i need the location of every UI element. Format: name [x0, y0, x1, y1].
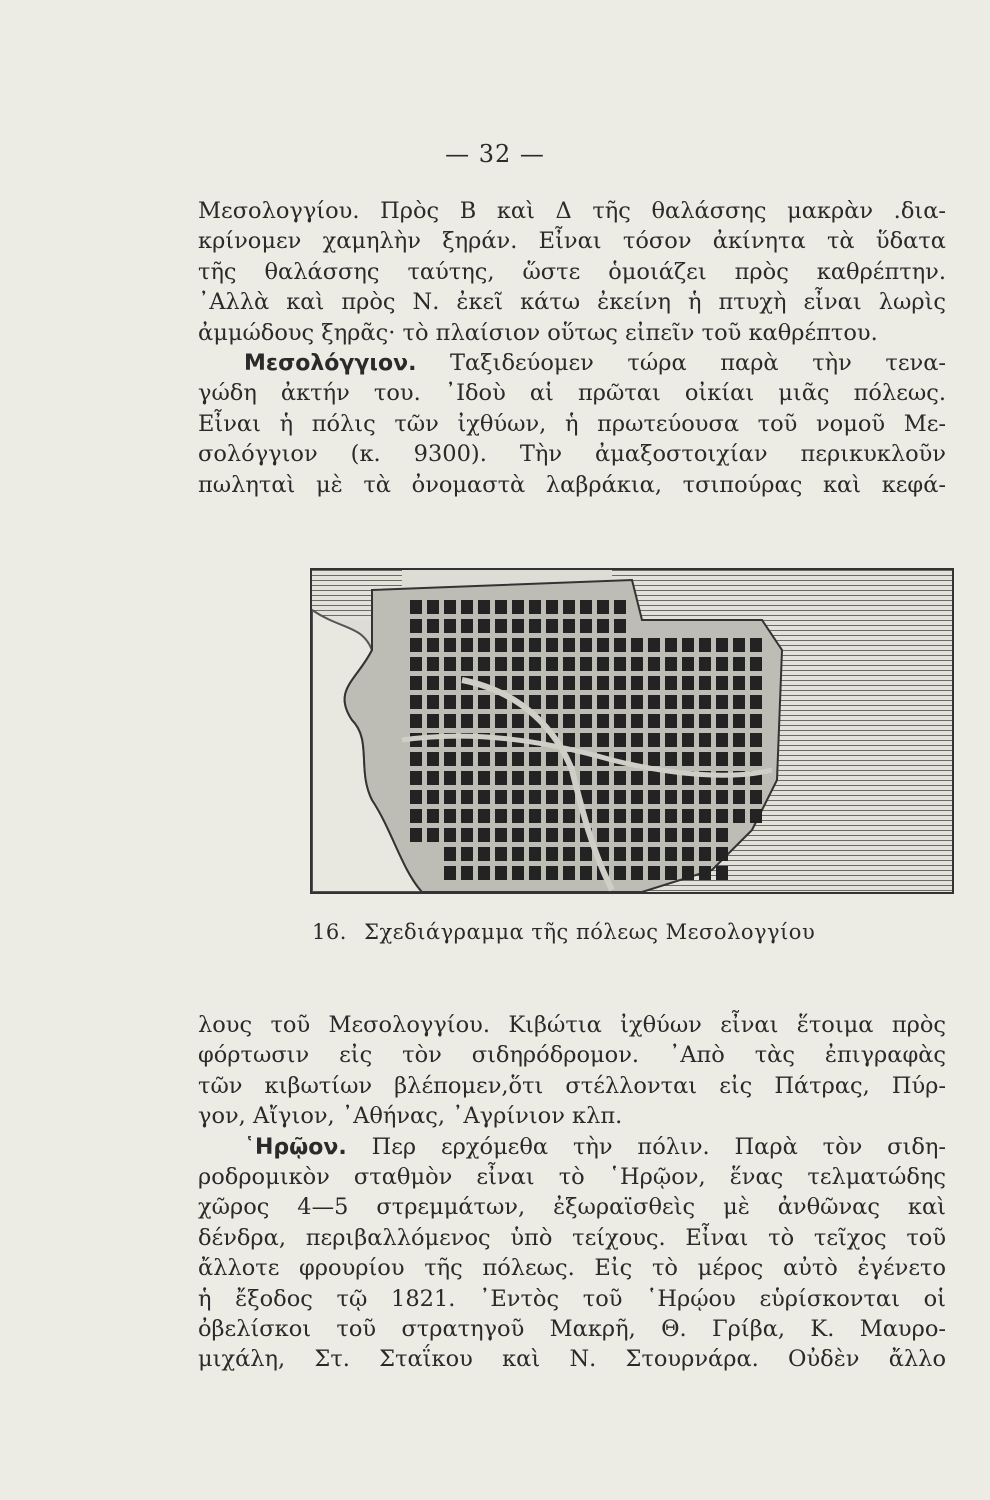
street-block [699, 809, 711, 823]
street-block [716, 676, 728, 690]
street-block [529, 828, 541, 842]
street-block [682, 657, 694, 671]
street-block [631, 657, 643, 671]
street-block [614, 771, 626, 785]
text-line: Μεσολογγίου. Πρὸς Β καὶ Δ τῆς θαλάσσης μακρὰν .δια- [198, 198, 946, 224]
street-block [614, 828, 626, 842]
street-block [410, 676, 422, 690]
street-block [529, 600, 541, 614]
street-block [461, 809, 473, 823]
street-block [648, 695, 660, 709]
street-block [410, 828, 422, 842]
street-block [529, 695, 541, 709]
street-block [512, 828, 524, 842]
street-block [699, 866, 711, 880]
street-block [750, 733, 762, 747]
street-block [444, 600, 456, 614]
street-block [631, 714, 643, 728]
street-block [699, 847, 711, 861]
street-block [699, 790, 711, 804]
street-block [682, 752, 694, 766]
section-heading-line [198, 348, 946, 378]
street-block [580, 847, 592, 861]
street-block [631, 847, 643, 861]
text-upper [198, 196, 946, 500]
street-block [733, 752, 745, 766]
text-line: ροδρομικὸν σταθμὸν εἶναι τὸ ῾Ηρῷον, ἕνας τελματώδης [198, 1163, 946, 1190]
street-block [495, 657, 507, 671]
text-line-rest: Ταξιδεύομεν τώρα παρὰ τὴν τενα- [450, 349, 946, 376]
street-block [495, 714, 507, 728]
street-block [716, 847, 728, 861]
street-block [529, 771, 541, 785]
street-block [444, 714, 456, 728]
street-block [546, 600, 558, 614]
street-block [631, 828, 643, 842]
street-block [580, 619, 592, 633]
street-block [478, 619, 490, 633]
street-block [512, 847, 524, 861]
street-block [614, 657, 626, 671]
street-block [427, 676, 439, 690]
street-block [750, 676, 762, 690]
street-block [716, 809, 728, 823]
street-block [546, 638, 558, 652]
section-heading-line [198, 1132, 946, 1162]
street-block [614, 733, 626, 747]
street-block [614, 676, 626, 690]
street-block [478, 600, 490, 614]
street-block [563, 733, 575, 747]
street-block [648, 714, 660, 728]
street-block [665, 695, 677, 709]
street-block [665, 733, 677, 747]
street-block [614, 619, 626, 633]
street-blocks [410, 600, 762, 880]
street-block [512, 866, 524, 880]
street-block [580, 638, 592, 652]
street-block [631, 866, 643, 880]
street-block [631, 638, 643, 652]
street-block [665, 752, 677, 766]
street-block [444, 676, 456, 690]
street-block [580, 657, 592, 671]
street-block [733, 809, 745, 823]
street-block [427, 771, 439, 785]
street-block [461, 600, 473, 614]
text-line: χῶρος 4—5 στρεμμάτων, ἐξωραϊσθεὶς μὲ ἀνθῶνας καὶ [198, 1194, 946, 1221]
street-block [461, 638, 473, 652]
street-block [495, 638, 507, 652]
street-block [546, 790, 558, 804]
street-block [580, 695, 592, 709]
street-block [478, 809, 490, 823]
street-block [631, 733, 643, 747]
street-block [597, 657, 609, 671]
street-block [614, 695, 626, 709]
text-line: ᾿Αλλὰ καὶ πρὸς Ν. ἐκεῖ κάτω ἐκείνη ἡ πτυχὴ εἶναι λωρὶς [198, 289, 946, 316]
street-block [546, 695, 558, 709]
street-block [410, 695, 422, 709]
street-block [682, 828, 694, 842]
street-block [665, 790, 677, 804]
street-block [512, 600, 524, 614]
street-block [563, 695, 575, 709]
street-block [665, 676, 677, 690]
street-block [427, 714, 439, 728]
street-block [427, 790, 439, 804]
street-block [444, 809, 456, 823]
figure-caption [312, 920, 872, 944]
street-block [597, 676, 609, 690]
street-block [461, 657, 473, 671]
street-block [478, 714, 490, 728]
street-block [733, 714, 745, 728]
street-block [410, 771, 422, 785]
street-block [512, 638, 524, 652]
street-block [529, 847, 541, 861]
text-line: κρίνομεν χαμηλὴν ξηράν. Εἶναι τόσον ἀκίνητα τὰ ὕδατα [198, 228, 946, 255]
street-block [665, 847, 677, 861]
street-block [529, 619, 541, 633]
text-line-rest: Περ ερχόμεθα τὴν πόλιν. Παρὰ τὸν σιδη- [371, 1133, 946, 1160]
street-block [597, 714, 609, 728]
street-block [750, 790, 762, 804]
street-block [444, 657, 456, 671]
street-block [682, 809, 694, 823]
street-block [631, 695, 643, 709]
street-block [699, 638, 711, 652]
street-block [631, 809, 643, 823]
street-block [461, 847, 473, 861]
street-block [631, 790, 643, 804]
town-plan-map [312, 570, 952, 892]
street-block [716, 866, 728, 880]
text-line: λους τοῦ Μεσολογγίου. Κιβώτια ἰχθύων εἶναι ἕτοιμα πρὸς [198, 1012, 946, 1038]
street-block [682, 866, 694, 880]
street-block [648, 771, 660, 785]
street-block [614, 790, 626, 804]
street-block [631, 771, 643, 785]
text-line: γον, Αἴγιον, ᾿Αθήνας, ᾿Αγρίνιον κλπ. [198, 1103, 623, 1130]
street-block [716, 714, 728, 728]
street-block [495, 866, 507, 880]
street-block [461, 828, 473, 842]
street-block [546, 809, 558, 823]
street-block [529, 752, 541, 766]
street-block [614, 600, 626, 614]
street-block [410, 790, 422, 804]
street-block [614, 809, 626, 823]
street-block [733, 695, 745, 709]
street-block [699, 752, 711, 766]
section-heading-mesolongi: Μεσολόγγιον. [244, 350, 417, 376]
street-block [733, 790, 745, 804]
street-block [597, 771, 609, 785]
street-block [682, 638, 694, 652]
street-block [597, 619, 609, 633]
street-block [716, 733, 728, 747]
street-block [495, 828, 507, 842]
street-block [546, 657, 558, 671]
street-block [597, 600, 609, 614]
street-block [580, 771, 592, 785]
street-block [614, 847, 626, 861]
street-block [648, 676, 660, 690]
street-block [580, 676, 592, 690]
street-block [529, 790, 541, 804]
street-block [699, 714, 711, 728]
street-block [444, 771, 456, 785]
street-block [665, 809, 677, 823]
street-block [410, 600, 422, 614]
street-block [563, 714, 575, 728]
figure-caption-number: 16. [312, 920, 347, 944]
street-block [665, 714, 677, 728]
street-block [495, 600, 507, 614]
street-block [631, 676, 643, 690]
street-block [512, 619, 524, 633]
street-block [546, 752, 558, 766]
street-block [699, 733, 711, 747]
street-block [699, 657, 711, 671]
street-block [444, 790, 456, 804]
street-block [648, 847, 660, 861]
street-block [682, 676, 694, 690]
street-block [699, 695, 711, 709]
street-block [529, 638, 541, 652]
text-lower [198, 1010, 946, 1375]
street-block [648, 657, 660, 671]
street-block [682, 790, 694, 804]
street-block [597, 790, 609, 804]
street-block [427, 809, 439, 823]
street-block [427, 695, 439, 709]
street-block [478, 657, 490, 671]
street-block [529, 676, 541, 690]
street-block [614, 866, 626, 880]
street-block [614, 714, 626, 728]
street-block [563, 809, 575, 823]
street-block [427, 619, 439, 633]
text-line: ἡ ἔξοδος τῷ 1821. ᾿Εντὸς τοῦ ῾Ηρῴου εὑρίσκονται οἱ [198, 1285, 946, 1312]
street-block [648, 733, 660, 747]
street-block [563, 676, 575, 690]
text-line: φόρτωσιν εἰς τὸν σιδηρόδρομον. ᾿Απὸ τὰς ἐπιγραφὰς [198, 1042, 946, 1069]
street-block [410, 619, 422, 633]
street-block [716, 752, 728, 766]
street-block [614, 638, 626, 652]
street-block [444, 638, 456, 652]
street-block [716, 695, 728, 709]
street-block [461, 771, 473, 785]
street-block [478, 866, 490, 880]
street-block [495, 752, 507, 766]
street-block [733, 657, 745, 671]
street-block [750, 809, 762, 823]
street-block [410, 714, 422, 728]
street-block [495, 847, 507, 861]
text-line: γώδη ἀκτήν του. ᾿Ιδοὺ αἱ πρῶται οἰκίαι μιᾶς πόλεως. [198, 380, 946, 407]
street-block [427, 657, 439, 671]
street-block [427, 600, 439, 614]
street-block [444, 828, 456, 842]
street-block [546, 828, 558, 842]
street-block [529, 809, 541, 823]
street-block [733, 676, 745, 690]
street-block [563, 638, 575, 652]
street-block [512, 752, 524, 766]
street-block [597, 695, 609, 709]
street-block [546, 866, 558, 880]
street-block [750, 638, 762, 652]
street-block [444, 866, 456, 880]
street-block [665, 866, 677, 880]
street-block [546, 771, 558, 785]
figure-caption-text: Σχεδιάγραμμα τῆς πόλεως Μεσολογγίου [364, 920, 816, 944]
street-block [648, 866, 660, 880]
street-block [495, 619, 507, 633]
street-block [427, 828, 439, 842]
street-block [665, 657, 677, 671]
text-line: δένδρα, περιβαλλόμενος ὑπὸ τείχους. Εἶναι τὸ τεῖχος τοῦ [198, 1224, 946, 1251]
town-plan-figure [310, 568, 954, 894]
street-block [495, 809, 507, 823]
text-line: μιχάλη, Στ. Σταΐκου καὶ Ν. Στουρνάρα. Οὐδὲν ἄλλο [198, 1346, 946, 1373]
street-block [682, 714, 694, 728]
street-block [461, 619, 473, 633]
street-block [546, 619, 558, 633]
street-block [546, 676, 558, 690]
street-block [750, 714, 762, 728]
street-block [444, 752, 456, 766]
text-line: τῶν κιβωτίων βλέπομεν,ὅτι στέλλονται εἰς Πάτρας, Πύρ- [198, 1072, 946, 1099]
street-block [648, 752, 660, 766]
street-block [580, 866, 592, 880]
street-block [563, 619, 575, 633]
street-block [648, 809, 660, 823]
street-block [648, 828, 660, 842]
street-block [461, 695, 473, 709]
street-block [529, 866, 541, 880]
street-block [478, 695, 490, 709]
street-block [648, 638, 660, 652]
text-line: πωληταὶ μὲ τὰ ὀνομαστὰ λαβράκια, τσιπούρας καὶ κεφά- [198, 471, 946, 498]
street-block [478, 638, 490, 652]
street-block [580, 733, 592, 747]
street-block [495, 771, 507, 785]
street-block [461, 714, 473, 728]
street-block [461, 752, 473, 766]
street-block [597, 828, 609, 842]
street-block [750, 695, 762, 709]
text-line: ἀμμώδους ξηρᾶς· τὸ πλαίσιον οὕτως εἰπεῖν τοῦ καθρέπτου. [198, 319, 878, 346]
street-block [580, 600, 592, 614]
street-block [444, 695, 456, 709]
street-block [512, 676, 524, 690]
street-block [716, 828, 728, 842]
street-block [597, 638, 609, 652]
street-block [478, 790, 490, 804]
street-block [512, 809, 524, 823]
street-block [699, 828, 711, 842]
street-block [580, 714, 592, 728]
street-block [699, 676, 711, 690]
street-block [716, 790, 728, 804]
street-block [427, 752, 439, 766]
street-block [512, 790, 524, 804]
street-block [410, 638, 422, 652]
text-line: Εἶναι ἡ πόλις τῶν ἰχθύων, ἡ πρωτεύουσα τοῦ νομοῦ Με- [198, 410, 946, 437]
street-block [750, 752, 762, 766]
street-block [444, 619, 456, 633]
street-block [648, 790, 660, 804]
street-block [563, 847, 575, 861]
street-block [512, 771, 524, 785]
street-block [461, 790, 473, 804]
street-block [716, 638, 728, 652]
street-block [682, 695, 694, 709]
street-block [563, 828, 575, 842]
street-block [563, 657, 575, 671]
street-block [733, 638, 745, 652]
street-block [750, 657, 762, 671]
text-line: τῆς θαλάσσης ταύτης, ὥστε ὁμοιάζει πρὸς καθρέπτην. [198, 258, 946, 285]
text-line: ὀβελίσκοι τοῦ στρατηγοῦ Μακρῆ, Θ. Γρίβα, Κ. Μαυρο- [198, 1315, 946, 1342]
street-block [461, 866, 473, 880]
page-number: — 32 — [445, 140, 545, 168]
street-block [512, 657, 524, 671]
street-block [682, 733, 694, 747]
street-block [546, 847, 558, 861]
street-block [682, 847, 694, 861]
street-block [665, 638, 677, 652]
street-block [478, 847, 490, 861]
street-block [478, 752, 490, 766]
street-block [495, 790, 507, 804]
street-block [716, 657, 728, 671]
street-block [597, 733, 609, 747]
street-block [665, 828, 677, 842]
section-heading-heroon: ῾Ηρῷον. [244, 1134, 347, 1160]
street-block [427, 638, 439, 652]
street-block [733, 733, 745, 747]
text-line: σολόγγιον (κ. 9300). Τὴν ἀμαξοστοιχίαν περικυκλοῦν [198, 441, 946, 468]
street-block [529, 657, 541, 671]
street-block [478, 771, 490, 785]
street-block [563, 790, 575, 804]
text-line: ἄλλοτε φρουρίου τῆς πόλεως. Εἰς τὸ μέρος αὐτὸ ἐγένετο [198, 1255, 946, 1282]
street-block [563, 600, 575, 614]
street-block [563, 866, 575, 880]
street-block [444, 847, 456, 861]
street-block [597, 809, 609, 823]
street-block [410, 809, 422, 823]
street-block [478, 828, 490, 842]
street-block [410, 752, 422, 766]
street-block [410, 657, 422, 671]
street-block [512, 714, 524, 728]
